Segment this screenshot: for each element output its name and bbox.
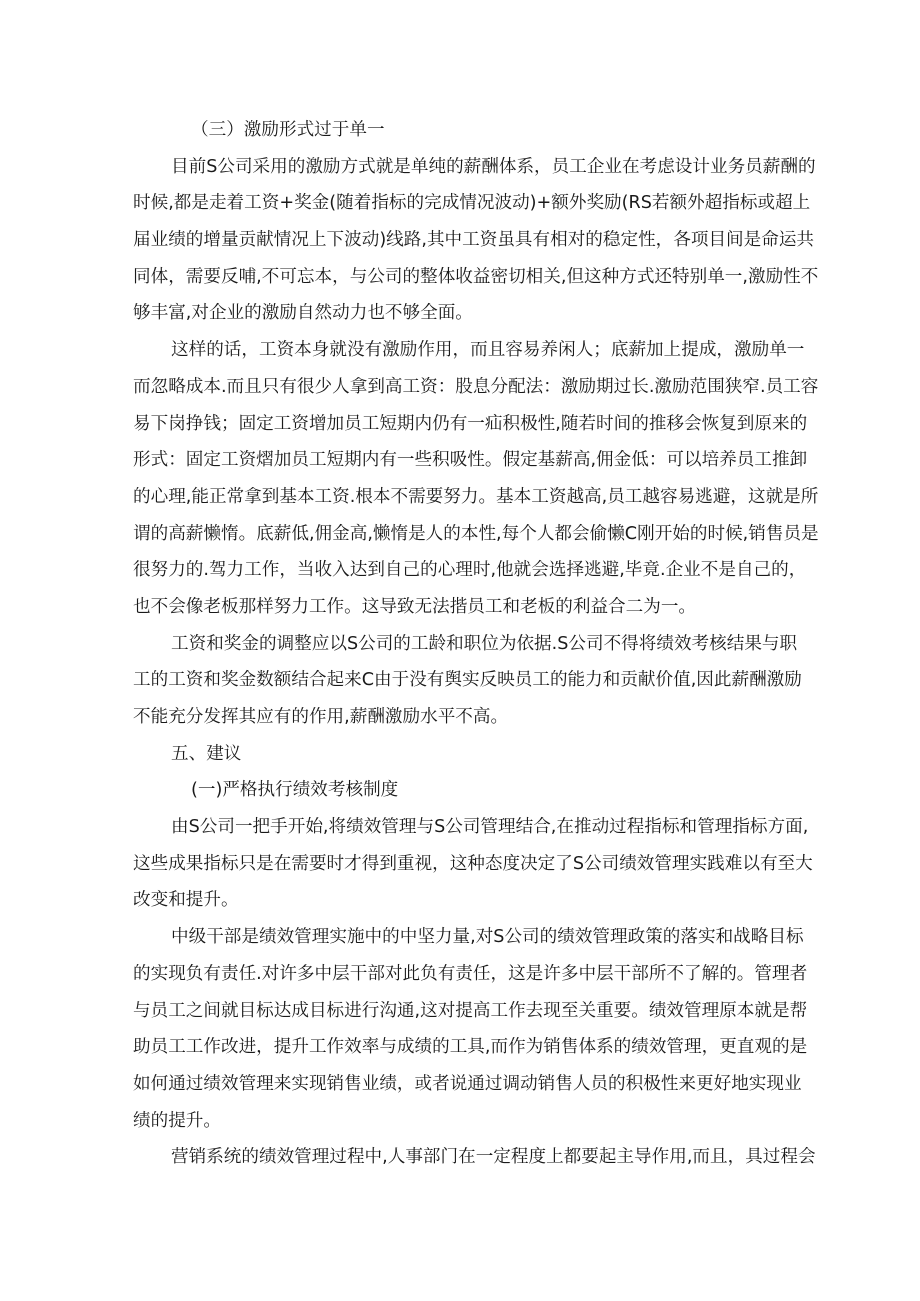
paragraph-line: 时候,都是走着工资+奖金(随着指标的完成情况波动)+额外奖励(RS若额外超指标或超上 (133, 193, 811, 214)
paragraph-line: 届业绩的增量贡献情况上下波动)线路,其中工资虽具有相对的稳定性，各项目间是命运共 (133, 230, 815, 251)
paragraph (133, 1139, 816, 1176)
heading-text: (一)严格执行绩效考核制度 (191, 780, 399, 801)
paragraph-line: 而忽略成本.而且只有很少人拿到高工资：股息分配法：激励期过长.激励范围狭窄.员工容 (133, 376, 819, 397)
paragraph-line: 目前S公司采用的激励方式就是单纯的薪酬体系，员工企业在考虑设计业务员薪酬的 (171, 156, 816, 177)
paragraph-line: 这些成果指标只是在需要时才得到重视，这种态度决定了S公司绩效管理实践难以有至大 (133, 853, 813, 874)
paragraph (133, 809, 813, 919)
paragraph-line: 改变和提升。 (133, 890, 239, 911)
paragraph-line: 很努力的.驾力工作，当收入达到自己的心理时,他就会选择逃避,毕竟.企业不是自己的， (133, 560, 807, 581)
section-heading (133, 772, 793, 809)
paragraph-line: 这样的话，工资本身就没有激励作用，而且容易养闲人；底薪加上提成，激励单一 (171, 340, 805, 361)
section-heading (133, 736, 793, 773)
paragraph-line: 不能充分发挥其应有的作用,薪酬激励水平不高。 (133, 707, 509, 727)
paragraph-line: 谓的高薪懒惰。底薪低,佣金高,懒惰是人的本性,每个人都会偷懒C刚开始的时候,销售员是 (133, 523, 819, 544)
paragraph-line: 形式：固定工资熠加员工短期内有一些积吸性。假定基薪高,佣金低：可以培养员工推卸 (133, 450, 808, 471)
paragraph-line: 够丰富,对企业的激励自然动力也不够全面。 (133, 303, 473, 324)
paragraph-line: 同体，需要反哺,不可忘本，与公司的整体收益密切相关,但这种方式还特别单一,激励性不 (133, 266, 819, 287)
paragraph (133, 626, 802, 736)
paragraph-line: 的心理,能正常拿到基本工资.根本不需要努力。基本工资越高,员工越容易逃避，这就是所 (133, 486, 819, 507)
paragraph (133, 149, 819, 332)
heading-text: （三）激励形式过于单一 (191, 120, 385, 140)
paragraph-line: 营销系统的绩效管理过程中,人事部门在一定程度上都要起主导作用,而且，具过程会 (171, 1147, 816, 1168)
paragraph-line: 绩的提升。 (133, 1110, 221, 1131)
paragraph (133, 332, 819, 626)
paragraph-line: 如何通过绩效管理来实现销售业绩，或者说通过调动销售人员的积极性来更好地实现业 (133, 1073, 802, 1094)
paragraph-line: 的实现负有责任.对许多中层干部对此负有责任，这是许多中层干部所不了解的。管理者 (133, 963, 808, 984)
document-body (133, 112, 819, 1176)
paragraph-line: 与员工之间就目标达成目标进行沟通,这对提高工作去现至关重要。绩效管理原本就是帮 (133, 1000, 808, 1021)
paragraph-line: 也不会像老板那样努力工作。这导致无法揩员工和老板的利益合二为一。 (133, 596, 697, 617)
paragraph-line: 易下岗挣钱；固定工资增加员工短期内仍有一疝积极性,随若时间的推移会恢复到原来的 (133, 413, 808, 434)
paragraph (133, 919, 808, 1139)
paragraph-line: 中级干部是绩效管理实施中的中坚力量,对S公司的绩效管理政策的落实和战略目标 (171, 927, 804, 948)
paragraph-line: 由S公司一把手开始,将绩效管理与S公司管理结合,在推动过程指标和管理指标方面, (171, 817, 809, 838)
paragraph-line: 工的工资和奖金数额结合起来C由于没有舆实反映员工的能力和贡献价值,因此薪酬激励 (133, 670, 802, 691)
heading-text: 五、建议 (171, 743, 242, 764)
paragraph-line: 工资和奖金的调整应以S公司的工龄和职位为依据.S公司不得将绩效考核结果与职 (171, 633, 798, 654)
section-heading (133, 112, 793, 149)
paragraph-line: 助员工工作改进，提升工作效率与成绩的工具,而作为销售体系的绩效管理，更直观的是 (133, 1037, 808, 1058)
